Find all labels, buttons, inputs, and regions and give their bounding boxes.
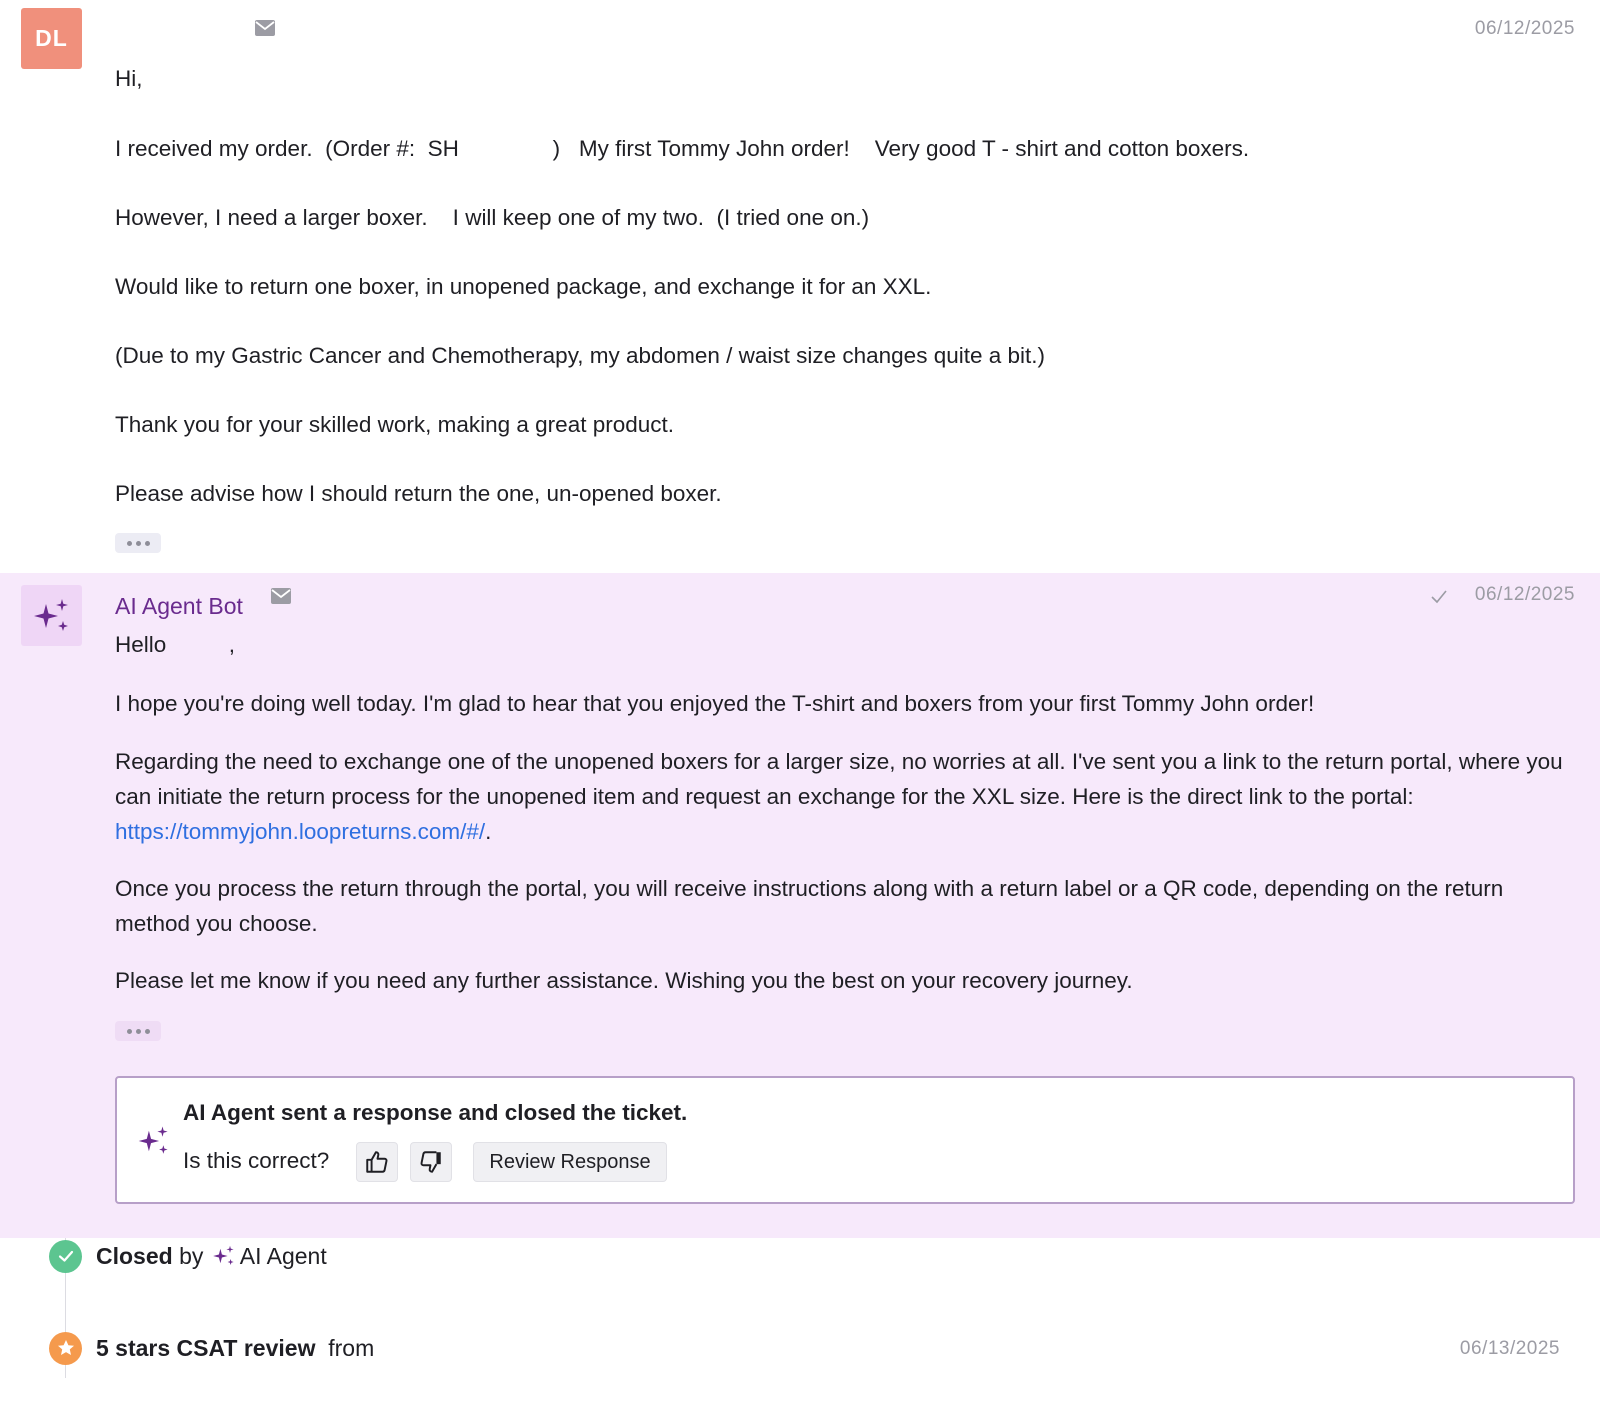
closed-by-agent: AI Agent: [239, 1242, 327, 1269]
sparkle-icon: [137, 1124, 171, 1163]
customer-line-health-note: (Due to my Gastric Cancer and Chemotherapy, my abdomen / waist size changes quite a bit.): [115, 343, 1046, 368]
customer-line-order: I received my order. (Order #: SH ) My first Tommy John order! Very good T - shirt and cotton boxers.: [115, 136, 1250, 161]
check-circle-icon: [49, 1240, 82, 1273]
ai-paragraph-1: I hope you're doing well today. I'm glad to hear that you enjoyed the T-shirt and boxers from your first Tommy John order!: [115, 691, 1315, 716]
dot: [145, 541, 150, 546]
closed-by-label: by: [172, 1242, 210, 1269]
sparkle-icon: [32, 596, 72, 636]
customer-message-date: 06/12/2025: [1474, 18, 1575, 39]
ai-paragraph-2-text: Regarding the need to exchange one of the unopened boxers for a larger size, no worries at all. I've sent you a link to the return portal, where you can initiate the return process for the unopened item and request an exchange for the XXL size. Here is the direct link to the portal:: [115, 749, 1563, 809]
expand-quoted-button[interactable]: [115, 533, 161, 553]
review-response-button[interactable]: Review Response: [473, 1142, 667, 1182]
csat-from: from: [315, 1334, 375, 1361]
customer-avatar: DL: [21, 8, 82, 69]
thumbs-up-button[interactable]: [356, 1142, 398, 1182]
ai-agent-sender-name: AI Agent Bot: [115, 593, 243, 619]
csat-event: [49, 1331, 374, 1365]
ai-review-box: [115, 1076, 1575, 1204]
dot: [136, 541, 141, 546]
return-portal-link[interactable]: https://tommyjohn.loopreturns.com/#/: [115, 819, 486, 844]
ai-agent-message: [0, 573, 1600, 1238]
dot: [127, 541, 132, 546]
closed-event: [49, 1239, 327, 1273]
star-icon: [49, 1332, 82, 1365]
ai-review-question: Is this correct?: [183, 1148, 330, 1173]
customer-line-return-request: Would like to return one boxer, in unopened package, and exchange it for an XXL.: [115, 274, 932, 299]
csat-date: 06/13/2025: [1459, 1338, 1560, 1359]
ai-greeting: Hello ,: [115, 632, 236, 657]
expand-quoted-button[interactable]: [115, 1021, 161, 1041]
ai-paragraph-2-end: .: [485, 819, 492, 844]
customer-line-thanks: Thank you for your skilled work, making a great product.: [115, 412, 675, 437]
customer-message: [0, 0, 1600, 573]
thumbs-up-icon: [364, 1149, 390, 1175]
ai-paragraph-4: Please let me know if you need any further assistance. Wishing you the best on your recovery journey.: [115, 968, 1133, 993]
thumbs-down-button[interactable]: [410, 1142, 452, 1182]
ai-message-date: 06/12/2025: [1474, 584, 1575, 605]
customer-line-advise: Please advise how I should return the one, un-opened boxer.: [115, 481, 722, 506]
ai-paragraph-3: Once you process the return through the portal, you will receive instructions along with a return label or a QR code, depending on the return method you choose.: [115, 876, 1504, 936]
dot: [136, 1029, 141, 1034]
ai-paragraph-2: [115, 744, 1575, 849]
customer-line-larger-boxer: However, I need a larger boxer. I will keep one of my two. (I tried one on.): [115, 205, 870, 230]
ai-agent-avatar: [21, 585, 82, 646]
email-icon: [255, 20, 275, 41]
dot: [145, 1029, 150, 1034]
sparkle-icon: [212, 1244, 236, 1268]
email-icon: [271, 588, 291, 609]
thumbs-down-icon: [418, 1149, 444, 1175]
sent-check-icon: [1430, 587, 1448, 610]
dot: [127, 1029, 132, 1034]
ai-review-title: AI Agent sent a response and closed the ticket.: [183, 1100, 688, 1125]
csat-label: 5 stars CSAT review: [96, 1334, 316, 1361]
customer-line-greeting: Hi,: [115, 66, 143, 91]
closed-status: Closed: [96, 1242, 173, 1269]
